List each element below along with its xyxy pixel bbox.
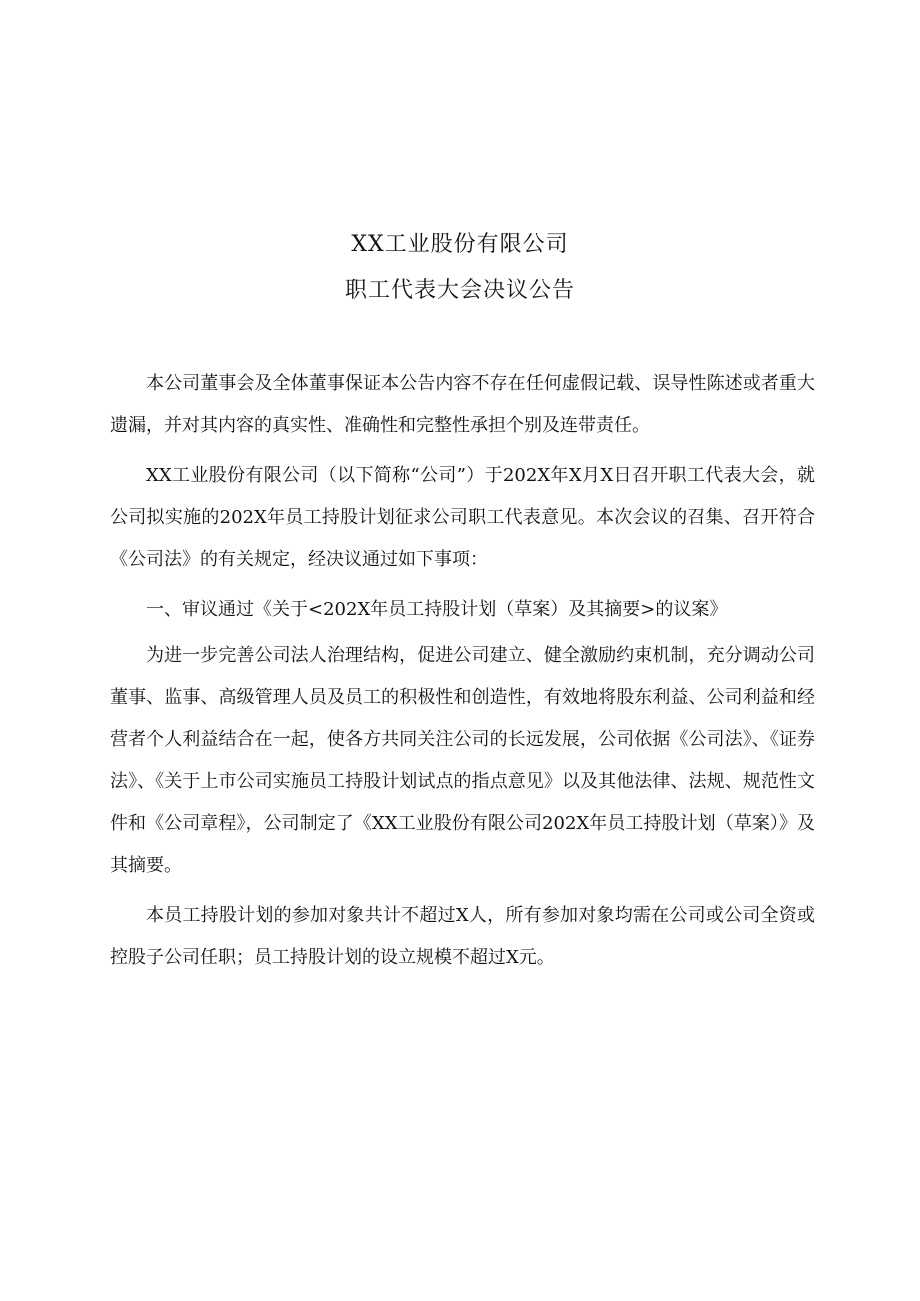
meeting-paragraph: XX工业股份有限公司（以下简称“公司”）于202X年X月X日召开职工代表大会，就公司拟实施的202X年员工持股计划征求公司职工代表意见。本次会议的召集、召开符合《公司法》的有关规定，经决议通过如下事项： bbox=[110, 465, 815, 570]
title-block bbox=[0, 222, 920, 314]
document-body bbox=[110, 363, 815, 987]
company-name-title: XX工业股份有限公司 bbox=[351, 232, 569, 257]
resolution-item-heading: 一、审议通过《关于<202X年员工持股计划（草案）及其摘要>的议案》 bbox=[146, 599, 728, 620]
disclaimer-paragraph: 本公司董事会及全体董事保证本公告内容不存在任何虚假记载、误导性陈述或者重大遗漏，并对其内容的真实性、准确性和完整性承担个别及连带责任。 bbox=[110, 373, 815, 436]
participants-paragraph: 本员工持股计划的参加对象共计不超过X人，所有参加对象均需在公司或公司全资或控股子公司任职；员工持股计划的设立规模不超过X元。 bbox=[110, 905, 815, 968]
purpose-paragraph: 为进一步完善公司法人治理结构，促进公司建立、健全激励约束机制，充分调动公司董事、监事、高级管理人员及员工的积极性和创造性，有效地将股东利益、公司利益和经营者个人利益结合在一起，使各方共同关注公司的长远发展，公司依据《公司法》、《证券法》、《关于上市公司实施员工持股计划试点的指点意见》以及其他法律、法规、规范性文件和《公司章程》，公司制定了《XX工业股份有限公司202X年员工持股计划（草案）》及其摘要。 bbox=[110, 645, 815, 876]
announcement-title: 职工代表大会决议公告 bbox=[344, 278, 575, 303]
